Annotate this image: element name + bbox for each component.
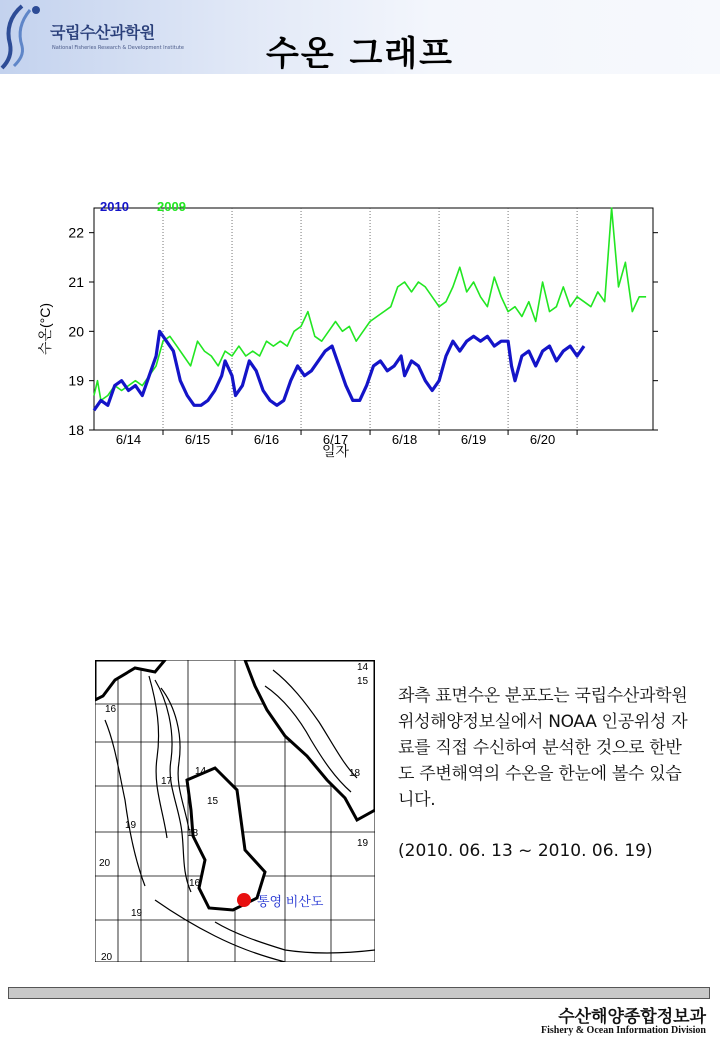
- contour-label: 15: [207, 796, 219, 807]
- x-tick-label: 6/16: [253, 432, 280, 447]
- contour-label: 16: [105, 704, 117, 715]
- contour-label: 20: [99, 858, 111, 869]
- x-tick-label: 6/14: [115, 432, 142, 447]
- footer-org-ko: 수산해양종합정보과: [558, 1007, 706, 1027]
- x-tick-label: 6/18: [391, 432, 418, 447]
- x-tick-label: 6/19: [460, 432, 487, 447]
- y-tick-label: 19: [68, 372, 84, 389]
- y-tick-label: 21: [68, 274, 84, 290]
- contour-label: 20: [101, 952, 113, 962]
- footer-divider: [8, 987, 710, 999]
- observation-period: (2010. 06. 13 ~ 2010. 06. 19): [398, 841, 653, 861]
- contour-label: 14: [195, 766, 207, 777]
- contour-label: 16: [189, 878, 201, 889]
- contour-label: 15: [357, 676, 369, 687]
- contour-label: 19: [131, 908, 143, 919]
- logo-text: 국립수산과학원: [50, 23, 155, 42]
- legend-label-2010: 2010: [100, 199, 129, 214]
- sst-distribution-map: [95, 660, 375, 962]
- logo-subtitle: National Fisheries Research & Development Institute: [52, 45, 184, 51]
- water-temperature-chart: [28, 188, 668, 468]
- chart-svg: [28, 188, 668, 468]
- contour-label: 14: [357, 662, 369, 673]
- x-axis-label: 일자: [321, 443, 350, 459]
- contour-label: 19: [125, 820, 137, 831]
- contour-label: 17: [161, 776, 173, 787]
- y-tick-label: 18: [68, 422, 84, 438]
- legend-label-2009: 2009: [157, 199, 186, 214]
- sst-map-svg: [95, 660, 375, 962]
- x-tick-label: 6/15: [184, 432, 211, 447]
- contour-label: 18: [349, 768, 361, 779]
- y-axis-label: 수온(°C): [37, 302, 53, 356]
- x-tick-label: 6/20: [529, 432, 556, 447]
- y-tick-label: 20: [68, 323, 84, 340]
- footer-org-en: Fishery & Ocean Information Division: [541, 1025, 706, 1036]
- station-label: 통영 비산도: [257, 894, 324, 909]
- contour-label: 18: [187, 828, 199, 839]
- y-tick-label: 22: [68, 224, 84, 241]
- page-title: 수온 그래프: [265, 34, 455, 74]
- description-text: 좌측 표면수온 분포도는 국립수산과학원 위성해양정보실에서 NOAA 인공위성 자료를 직접 수신하여 분석한 것으로 한반도 주변해역의 수온을 한눈에 볼수 있습니다.: [398, 686, 688, 810]
- header-banner: [0, 0, 720, 74]
- contour-label: 19: [357, 838, 369, 849]
- station-marker: [237, 893, 251, 907]
- x-tick-label: 6/17: [322, 432, 349, 447]
